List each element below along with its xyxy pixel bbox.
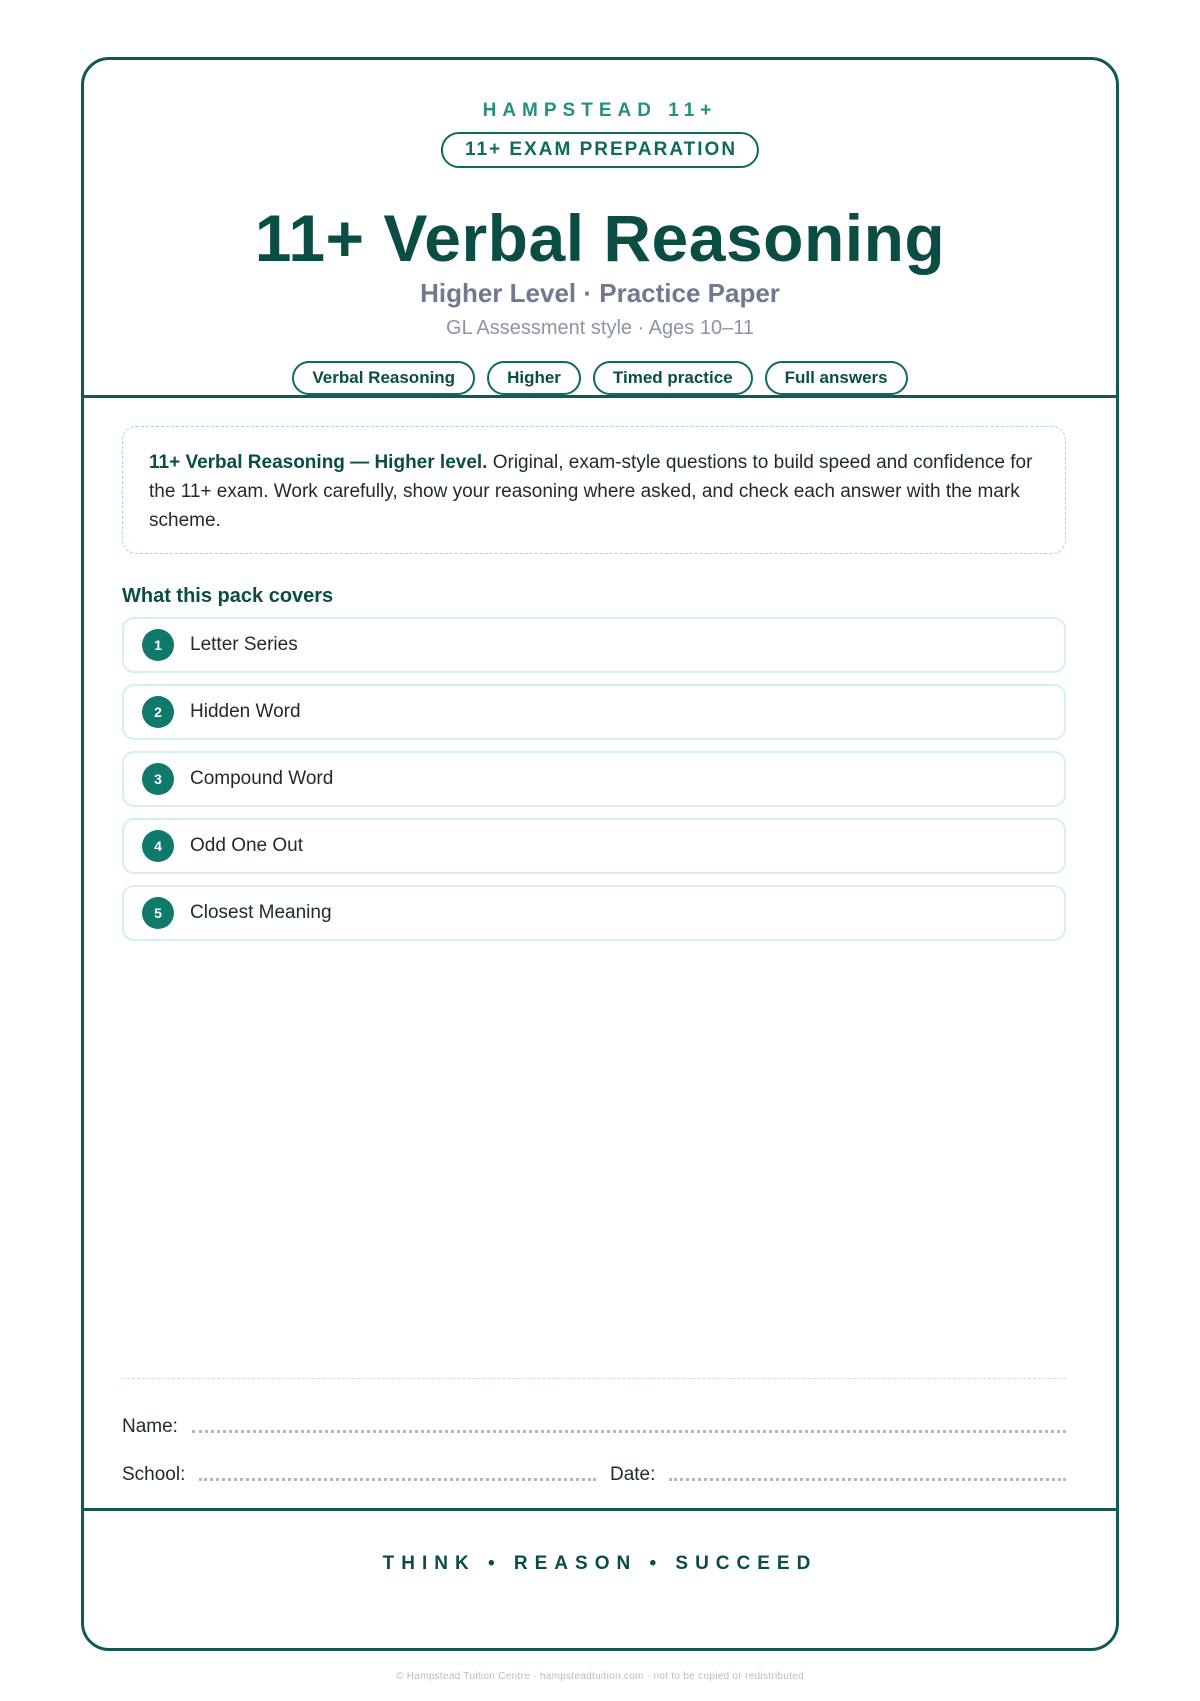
tag-timed-practice: Timed practice [593,361,753,395]
header-divider [84,395,1116,398]
intro-box [122,426,1066,554]
topic-label: Letter Series [190,634,298,655]
tag-verbal-reasoning: Verbal Reasoning [292,361,475,395]
name-field-row [122,1408,1066,1438]
school-label: School: [122,1464,186,1485]
page-title: 11+ Verbal Reasoning [254,201,946,275]
tag-list [84,361,1116,395]
exam-prep-badge: 11+ EXAM PREPARATION [441,132,759,168]
topic-item [122,617,1066,673]
copyright-notice: © Hampstead Tuition Centre · hampsteadtuition.com · not to be copied or redistributed [395,1671,805,1682]
topic-number-badge: 1 [142,629,174,661]
topic-number-badge: 4 [142,830,174,862]
topic-label: Compound Word [190,768,334,789]
topic-number-badge: 2 [142,696,174,728]
cover-header [84,60,1116,430]
topic-number-badge: 3 [142,763,174,795]
name-field[interactable] [192,1430,1066,1433]
name-label: Name: [122,1416,178,1437]
covers-heading: What this pack covers [122,585,334,607]
date-label: Date: [609,1464,656,1485]
intro-lead: 11+ Verbal Reasoning — Higher level. [149,452,488,473]
topic-label: Hidden Word [190,701,301,722]
topic-item [122,818,1066,874]
topic-item [122,885,1066,941]
school-field[interactable] [199,1478,596,1481]
assessment-meta: GL Assessment style · Ages 10–11 [446,317,754,339]
topic-number-badge: 5 [142,897,174,929]
footer-tagline: THINK • REASON • SUCCEED [382,1553,818,1574]
tag-higher: Higher [487,361,581,395]
topic-label: Closest Meaning [190,902,332,923]
brand-name: HAMPSTEAD 11+ [482,100,718,121]
date-field[interactable] [669,1478,1066,1481]
topic-list [122,617,1066,952]
topic-item [122,684,1066,740]
topic-item [122,751,1066,807]
intro-body: Original, exam-style questions to build speed and confidence for the 11+ exam. Work carefully, show your reasoning where asked, and check each answer with the mark scheme. [149,452,1033,531]
school-date-row [122,1456,1066,1486]
footer-divider [81,1508,1119,1511]
topic-label: Odd One Out [190,835,304,856]
fields-separator [122,1378,1066,1379]
tag-full-answers: Full answers [765,361,908,395]
page-subtitle: Higher Level · Practice Paper [420,278,780,308]
